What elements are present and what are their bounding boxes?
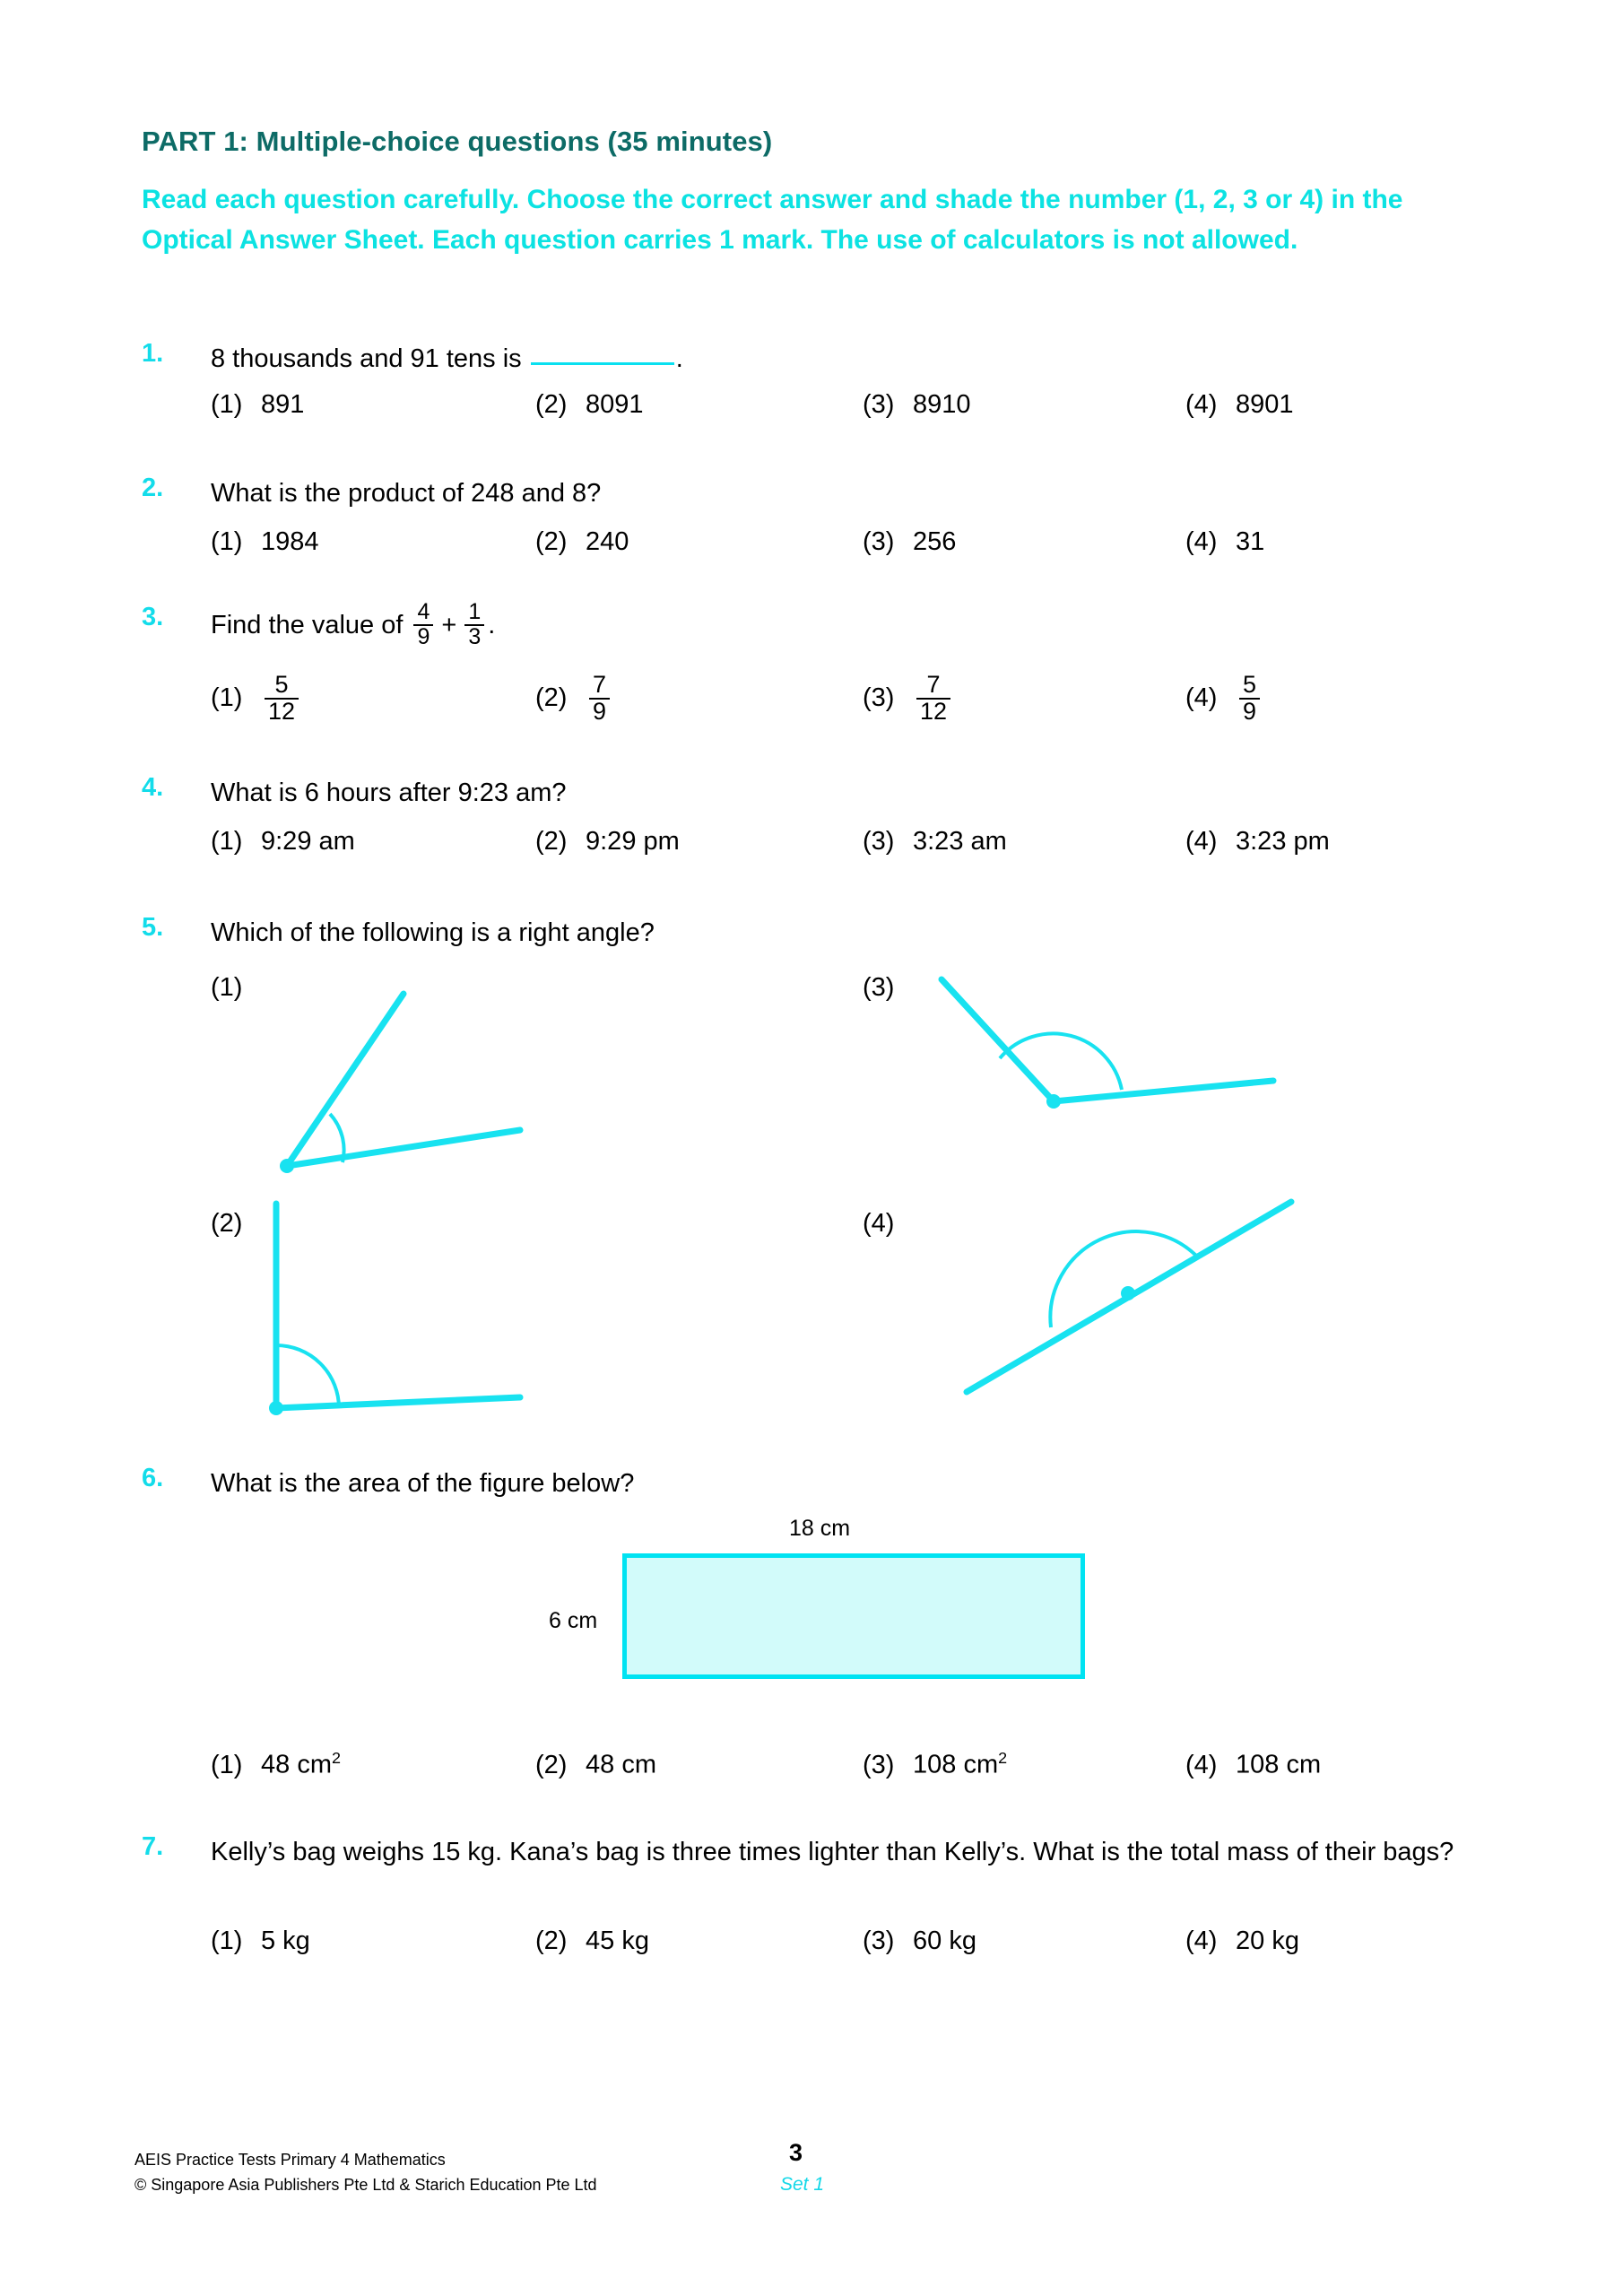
instructions-text: Read each question carefully. Choose the correct answer and shade the number (1, 2, 3 or 4) in the Optical Answer Sheet. Each question carries 1 mark. The use of calculators is not allowed. xyxy=(142,185,1403,255)
question-5-number: 5. xyxy=(142,913,164,942)
fraction-1-over-3 xyxy=(464,601,484,648)
option-7-3[interactable] xyxy=(863,1926,976,1956)
fraction-numerator: 4 xyxy=(417,599,430,624)
option-fraction xyxy=(1239,673,1260,724)
rectangle-height-label: 6 cm xyxy=(549,1608,598,1633)
question-6-number: 6. xyxy=(142,1464,164,1492)
option-label: (4) xyxy=(1185,683,1218,713)
option-label: (3) xyxy=(863,390,895,419)
figure-option-5-1-label: (1) xyxy=(211,973,243,1002)
option-value: 60 kg xyxy=(913,1926,976,1955)
option-value: 8091 xyxy=(586,390,644,419)
question-1-text xyxy=(211,339,1488,378)
question-1-options xyxy=(0,390,1623,444)
figure-option-5-3-label: (3) xyxy=(863,973,895,1002)
option-value: 48 cm xyxy=(261,1750,332,1779)
option-7-1[interactable] xyxy=(211,1926,310,1956)
fraction-numerator: 5 xyxy=(1243,671,1257,698)
answer-blank-line xyxy=(531,362,674,365)
option-label: (1) xyxy=(211,390,243,419)
question-6-options xyxy=(0,1749,1623,1803)
option-value: 9:29 am xyxy=(261,827,355,856)
option-label: (4) xyxy=(1185,1750,1218,1779)
option-label: (2) xyxy=(535,1926,568,1955)
option-value: 240 xyxy=(586,527,629,556)
figure-option-5-4-label: (4) xyxy=(863,1209,895,1238)
fraction-numerator: 7 xyxy=(593,671,607,698)
option-6-3[interactable] xyxy=(863,1749,1007,1780)
fraction-denominator: 9 xyxy=(1239,698,1260,725)
question-5-text: Which of the following is a right angle? xyxy=(211,918,655,947)
fraction-denominator: 9 xyxy=(413,624,433,649)
option-label: (2) xyxy=(535,683,568,713)
option-value: 108 cm xyxy=(913,1750,999,1779)
option-value: 45 kg xyxy=(586,1926,649,1955)
option-label: (3) xyxy=(863,683,895,713)
option-value: 8910 xyxy=(913,390,971,419)
option-3-1[interactable] xyxy=(211,673,302,724)
option-3-3[interactable] xyxy=(863,673,954,724)
question-1-text-after: . xyxy=(675,344,683,373)
fraction-numerator: 5 xyxy=(274,671,289,698)
page-number: 3 xyxy=(789,2139,803,2166)
option-value: 108 cm xyxy=(1236,1750,1322,1779)
option-4-4[interactable] xyxy=(1185,827,1330,857)
option-fraction xyxy=(916,673,950,724)
option-value: 5 kg xyxy=(261,1926,310,1955)
option-value: 3:23 pm xyxy=(1236,827,1330,856)
option-label: (3) xyxy=(863,1750,895,1779)
question-6-text: What is the area of the figure below? xyxy=(211,1469,635,1498)
option-value: 8901 xyxy=(1236,390,1294,419)
option-label: (3) xyxy=(863,1926,895,1955)
question-3-options xyxy=(0,673,1623,743)
question-2-options xyxy=(0,527,1623,581)
option-label: (4) xyxy=(1185,827,1218,856)
question-7-text: Kelly’s bag weighs 15 kg. Kana’s bag is three times lighter than Kelly’s. What is the total mass of their bags? xyxy=(211,1838,1454,1866)
option-4-3[interactable] xyxy=(863,827,1007,857)
option-label: (1) xyxy=(211,827,243,856)
question-1-number: 1. xyxy=(142,339,164,368)
option-value: 1984 xyxy=(261,527,319,556)
question-7-options xyxy=(0,1926,1623,1980)
question-7-number: 7. xyxy=(142,1832,164,1861)
question-3-text xyxy=(211,599,1488,650)
option-label: (4) xyxy=(1185,527,1218,556)
footer-copyright-line: © Singapore Asia Publishers Pte Ltd & Starich Education Pte Ltd xyxy=(135,2176,597,2194)
fraction-denominator: 3 xyxy=(464,624,484,649)
footer-credits xyxy=(135,2147,597,2197)
option-4-2[interactable] xyxy=(535,827,680,857)
angle-figure-acute[interactable] xyxy=(251,969,628,1202)
option-1-3[interactable] xyxy=(863,390,971,420)
option-label: (2) xyxy=(535,390,568,419)
question-2-text: What is the product of 248 and 8? xyxy=(211,479,602,508)
footer-title-line: AEIS Practice Tests Primary 4 Mathematics xyxy=(135,2151,446,2169)
rectangle-width-label: 18 cm xyxy=(789,1516,851,1541)
option-label: (2) xyxy=(535,827,568,856)
option-label: (3) xyxy=(863,527,895,556)
question-3-suffix: . xyxy=(488,611,496,640)
option-fraction xyxy=(589,673,610,724)
option-value: 891 xyxy=(261,390,305,419)
option-superscript: 2 xyxy=(998,1749,1008,1767)
option-1-2[interactable] xyxy=(535,390,644,420)
option-6-4[interactable] xyxy=(1185,1749,1321,1780)
question-4-text: What is 6 hours after 9:23 am? xyxy=(211,778,567,807)
question-3-number: 3. xyxy=(142,603,164,631)
option-label: (4) xyxy=(1185,1926,1218,1955)
angle-figure-right[interactable] xyxy=(251,1193,628,1444)
option-superscript: 2 xyxy=(331,1749,341,1767)
option-fraction xyxy=(265,673,299,724)
option-label: (3) xyxy=(863,827,895,856)
option-label: (1) xyxy=(211,527,243,556)
option-label: (2) xyxy=(535,1750,568,1779)
fraction-4-over-9 xyxy=(413,601,433,648)
rectangle-figure xyxy=(622,1553,1085,1679)
option-3-2[interactable] xyxy=(535,673,613,724)
option-value: 48 cm xyxy=(586,1750,656,1779)
fraction-numerator: 1 xyxy=(468,599,482,624)
question-4-number: 4. xyxy=(142,773,164,802)
option-1-4[interactable] xyxy=(1185,390,1294,420)
fraction-denominator: 12 xyxy=(265,698,299,725)
option-value: 20 kg xyxy=(1236,1926,1299,1955)
question-1-text-before: 8 thousands and 91 tens is xyxy=(211,344,529,373)
fraction-numerator: 7 xyxy=(926,671,941,698)
option-value: 9:29 pm xyxy=(586,827,680,856)
question-2-number: 2. xyxy=(142,474,164,502)
option-value: 256 xyxy=(913,527,957,556)
option-7-2[interactable] xyxy=(535,1926,649,1956)
option-label: (1) xyxy=(211,1926,243,1955)
option-4-1[interactable] xyxy=(211,827,355,857)
question-4-options xyxy=(0,827,1623,881)
option-label: (1) xyxy=(211,1750,243,1779)
fraction-denominator: 9 xyxy=(589,698,610,725)
option-label: (1) xyxy=(211,683,243,713)
angle-figure-obtuse[interactable] xyxy=(897,969,1318,1202)
option-3-4[interactable] xyxy=(1185,673,1263,724)
option-2-4[interactable] xyxy=(1185,527,1264,557)
plus-operator: + xyxy=(441,611,457,640)
fraction-denominator: 12 xyxy=(916,698,950,725)
part-heading: PART 1: Multiple-choice questions (35 minutes) xyxy=(142,126,773,157)
question-3-prefix: Find the value of xyxy=(211,611,411,640)
option-value: 31 xyxy=(1236,527,1265,556)
option-6-2[interactable] xyxy=(535,1749,656,1780)
option-2-2[interactable] xyxy=(535,527,629,557)
figure-option-5-2-label: (2) xyxy=(211,1209,243,1238)
option-6-1[interactable] xyxy=(211,1749,341,1780)
option-2-3[interactable] xyxy=(863,527,956,557)
option-label: (2) xyxy=(535,527,568,556)
angle-figure-straight[interactable] xyxy=(897,1193,1327,1453)
option-1-1[interactable] xyxy=(211,390,304,420)
option-label: (4) xyxy=(1185,390,1218,419)
set-label: Set 1 xyxy=(780,2174,825,2195)
option-value: 3:23 am xyxy=(913,827,1007,856)
option-2-1[interactable] xyxy=(211,527,319,557)
option-7-4[interactable] xyxy=(1185,1926,1299,1956)
